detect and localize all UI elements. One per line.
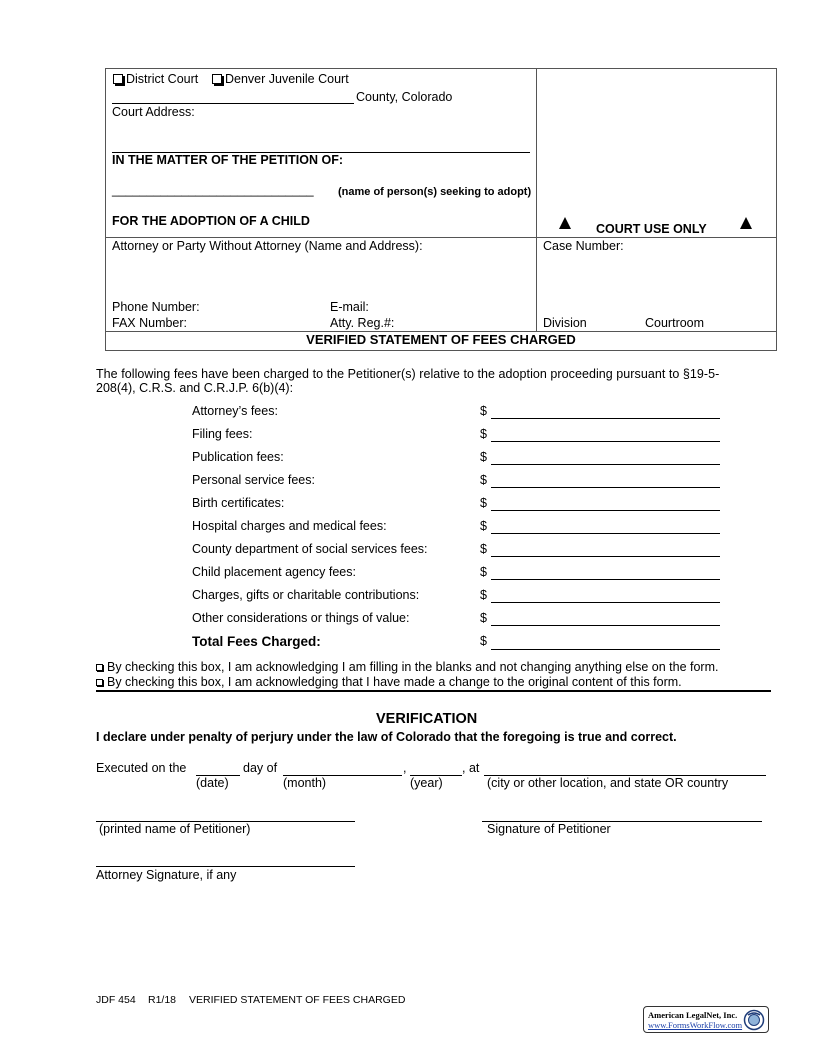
fee-amount-blank[interactable]	[491, 579, 720, 580]
fee-currency: $	[480, 542, 487, 556]
footer-form-id: JDF 454	[96, 994, 136, 1006]
caption-vertical-divider	[536, 68, 537, 331]
fee-amount-blank[interactable]	[491, 441, 720, 442]
court-use-triangle-left-icon	[559, 217, 571, 229]
day-of-label: day of	[243, 761, 278, 775]
email-label: E-mail:	[330, 300, 369, 314]
acknowledgment-changed-text: By checking this box, I am acknowledging that I have made a change to the original content of this form.	[107, 675, 682, 689]
acknowledgment-no-change-text: By checking this box, I am acknowledging I am filling in the blanks and not changing anything else on the form.	[107, 660, 719, 674]
fee-amount-blank[interactable]	[491, 418, 720, 419]
fee-currency: $	[480, 427, 487, 441]
logo-company-name: American LegalNet, Inc.	[648, 1010, 738, 1020]
petitioner-signature-label: Signature of Petitioner	[487, 822, 611, 836]
county-colorado-label: County, Colorado	[356, 90, 453, 104]
atty-reg-label: Atty. Reg.#:	[330, 316, 395, 330]
attorney-or-party-label: Attorney or Party Without Attorney (Name and Address):	[112, 239, 423, 253]
fee-label: Other considerations or things of value:	[192, 611, 410, 625]
fee-amount-blank[interactable]	[491, 556, 720, 557]
caption-row-divider	[105, 237, 777, 238]
petitioner-name-blank[interactable]: _____________________________	[112, 183, 314, 197]
fee-label: Charges, gifts or charitable contributions:	[192, 588, 420, 602]
caption-box	[105, 68, 777, 351]
intro-line-1: The following fees have been charged to the Petitioner(s) relative to the adoption proceeding pursuant to §19-5-	[96, 367, 720, 381]
month-comma: ,	[403, 761, 407, 775]
acknowledgment-changed-checkbox[interactable]	[96, 679, 103, 686]
footer-revision: R1/18	[148, 994, 177, 1006]
fee-label: Personal service fees:	[192, 473, 315, 487]
fee-amount-blank[interactable]	[491, 625, 720, 626]
court-address-label: Court Address:	[112, 105, 195, 119]
matter-of-petition-heading: IN THE MATTER OF THE PETITION OF:	[112, 153, 344, 167]
attorney-signature-blank[interactable]	[96, 866, 355, 867]
fee-currency: $	[480, 404, 487, 418]
footer-title: VERIFIED STATEMENT OF FEES CHARGED	[189, 994, 406, 1006]
total-fees-blank[interactable]	[491, 649, 720, 650]
attorney-signature-label: Attorney Signature, if any	[96, 868, 237, 882]
year-hint: (year)	[410, 776, 443, 790]
fee-amount-blank[interactable]	[491, 533, 720, 534]
total-fees-label: Total Fees Charged:	[192, 634, 321, 649]
fee-label: Filing fees:	[192, 427, 253, 441]
fee-amount-blank[interactable]	[491, 602, 720, 603]
case-number-label: Case Number:	[543, 239, 624, 253]
fee-label: Publication fees:	[192, 450, 284, 464]
district-court-checkbox[interactable]	[113, 74, 123, 84]
fee-label: County department of social services fees:	[192, 542, 428, 556]
fee-label: Birth certificates:	[192, 496, 285, 510]
fax-number-label: FAX Number:	[112, 316, 188, 330]
american-legalnet-logo	[643, 1006, 769, 1033]
date-hint: (date)	[196, 776, 229, 790]
verification-declaration: I declare under penalty of perjury under the law of Colorado that the foregoing is true and correct.	[96, 730, 677, 744]
phone-number-label: Phone Number:	[112, 300, 200, 314]
fee-currency: $	[480, 611, 487, 625]
total-fees-currency: $	[480, 634, 487, 648]
denver-juvenile-court-option[interactable]	[212, 72, 349, 86]
verification-heading: VERIFICATION	[376, 711, 478, 727]
acknowledgment-divider	[96, 690, 771, 692]
fee-amount-blank[interactable]	[491, 464, 720, 465]
county-blank-line[interactable]	[112, 103, 354, 104]
court-use-only-label: COURT USE ONLY	[596, 222, 707, 236]
fee-currency: $	[480, 496, 487, 510]
acknowledgment-changed[interactable]	[96, 675, 682, 689]
executed-on-label: Executed on the	[96, 761, 187, 775]
acknowledgment-no-change-checkbox[interactable]	[96, 664, 103, 671]
courtroom-label: Courtroom	[645, 316, 705, 330]
fee-label: Hospital charges and medical fees:	[192, 519, 387, 533]
fee-currency: $	[480, 450, 487, 464]
division-label: Division	[543, 316, 587, 330]
adoption-of-child-heading: FOR THE ADOPTION OF A CHILD	[112, 214, 310, 228]
fee-label: Attorney’s fees:	[192, 404, 278, 418]
fee-currency: $	[480, 588, 487, 602]
denver-juvenile-court-checkbox[interactable]	[212, 74, 222, 84]
fee-currency: $	[480, 473, 487, 487]
month-hint: (month)	[283, 776, 327, 790]
fee-amount-blank[interactable]	[491, 487, 720, 488]
petitioner-name-hint: (name of person(s) seeking to adopt)	[338, 186, 532, 198]
logo-url: www.FormsWorkFlow.com	[648, 1020, 743, 1030]
court-use-triangle-right-icon	[740, 217, 752, 229]
fee-amount-blank[interactable]	[491, 510, 720, 511]
fee-label: Child placement agency fees:	[192, 565, 356, 579]
location-hint: (city or other location, and state OR country	[487, 776, 729, 790]
logo-globe-icon	[743, 1009, 765, 1031]
acknowledgment-no-change[interactable]	[96, 660, 718, 674]
printed-name-hint: (printed name of Petitioner)	[99, 822, 251, 836]
form-title: VERIFIED STATEMENT OF FEES CHARGED	[306, 332, 576, 347]
fee-currency: $	[480, 519, 487, 533]
at-label: , at	[462, 761, 480, 775]
district-court-label: District Court	[126, 72, 199, 86]
district-court-option[interactable]	[113, 72, 198, 86]
fee-currency: $	[480, 565, 487, 579]
intro-line-2: 208(4), C.R.S. and C.R.J.P. 6(b)(4):	[96, 381, 294, 395]
denver-juvenile-court-label: Denver Juvenile Court	[225, 72, 349, 86]
